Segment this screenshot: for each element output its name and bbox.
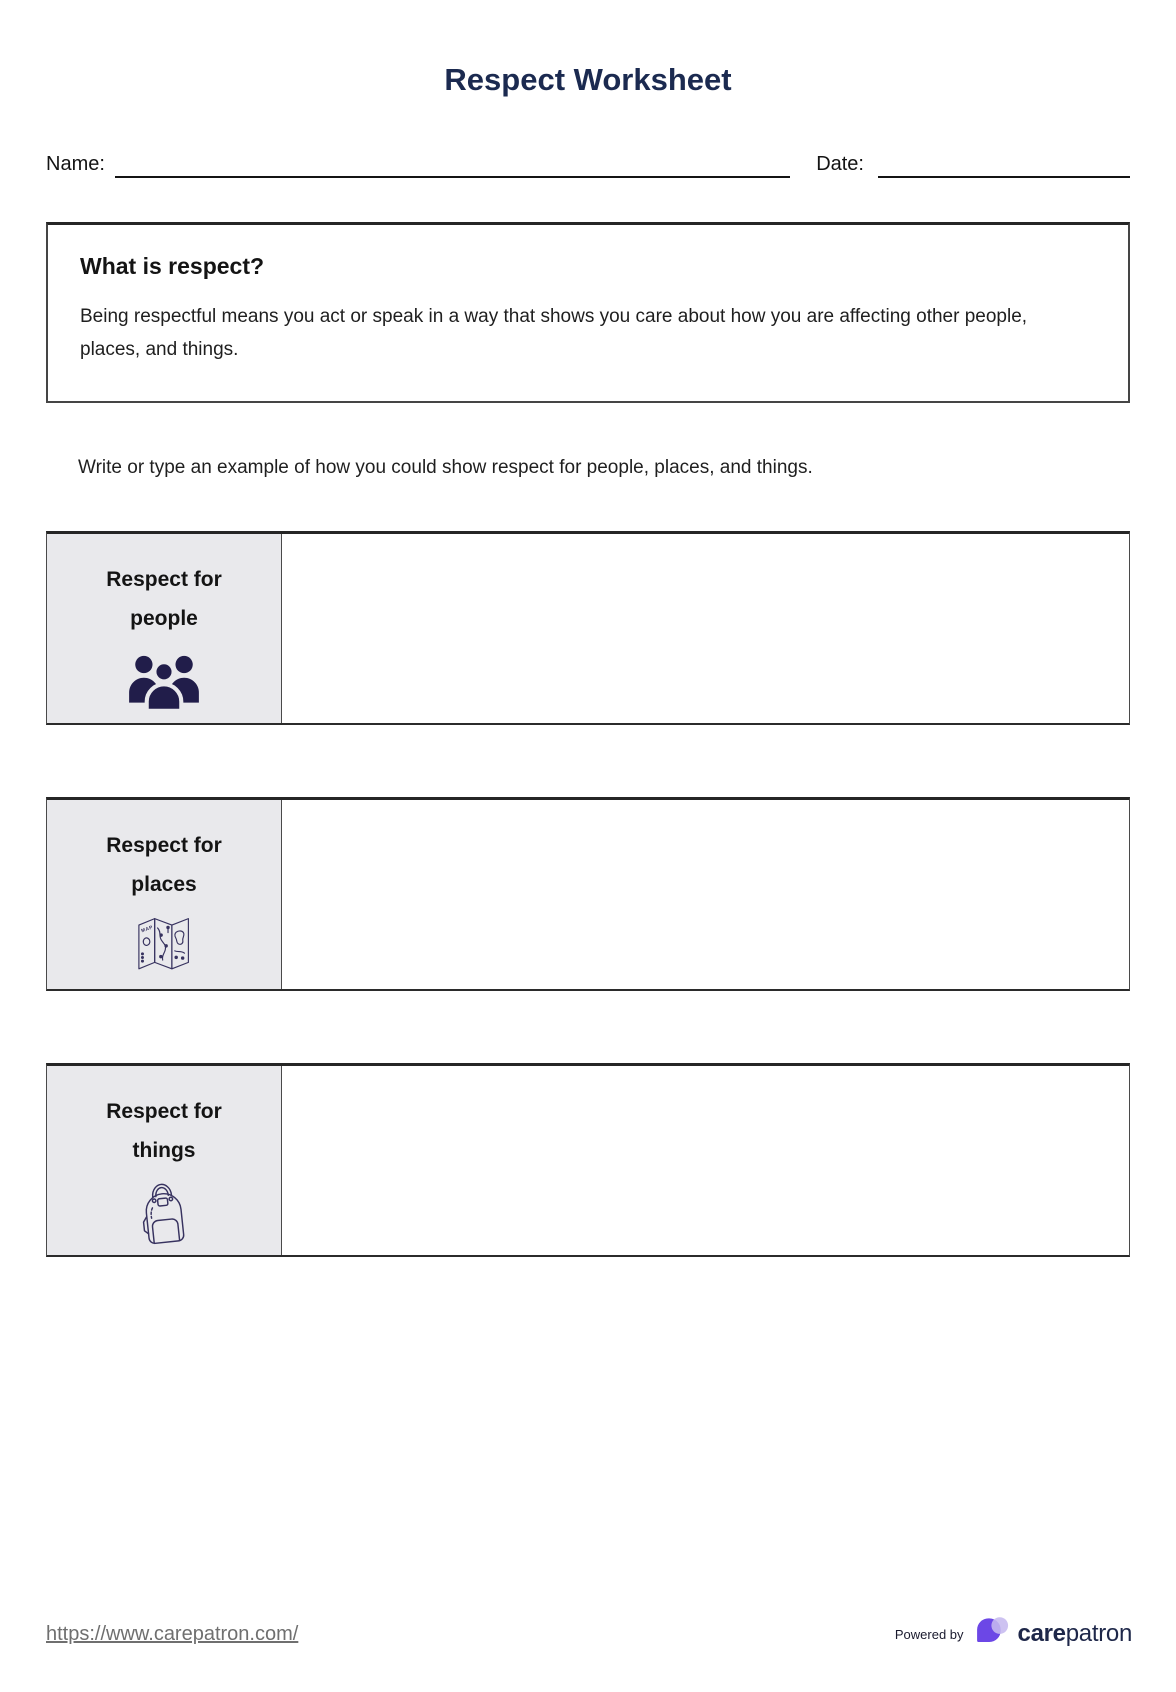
name-date-row: [46, 152, 1130, 178]
instruction-text: Write or type an example of how you could show respect for people, places, and things.: [78, 456, 813, 478]
powered-by-block: [895, 1616, 1132, 1652]
carepatron-link[interactable]: https://www.carepatron.com/: [46, 1622, 299, 1645]
backpack-icon: [135, 1178, 193, 1250]
info-box-heading: What is respect?: [80, 253, 265, 279]
info-box-body: Being respectful means you act or speak in a way that shows you care about how you are affecting other people, places, and things.: [80, 306, 1028, 361]
map-icon: [131, 912, 197, 974]
name-label: Name:: [46, 153, 105, 175]
respect-for-things-answer[interactable]: [282, 1066, 1129, 1255]
worksheet-page: [0, 62, 1176, 1257]
carepatron-wordmark: carepatron: [1017, 1620, 1132, 1647]
date-input-line[interactable]: [878, 152, 1130, 178]
respect-for-people-row: [46, 531, 1130, 725]
respect-for-places-answer[interactable]: [282, 800, 1129, 989]
powered-by-label: Powered by: [894, 1626, 964, 1642]
footer: [46, 1616, 1132, 1652]
page-title: Respect Worksheet: [444, 62, 732, 97]
carepatron-logo-icon: [974, 1616, 1010, 1652]
respect-for-things-row: [46, 1063, 1130, 1257]
what-is-respect-box: [46, 222, 1130, 403]
people-group-icon: [123, 646, 205, 712]
respect-for-people-header: [47, 534, 282, 723]
row-label: Respect for people: [106, 567, 222, 630]
svg-text:MAP: MAP: [140, 924, 154, 934]
date-label: Date:: [816, 153, 864, 175]
respect-for-people-answer[interactable]: [282, 534, 1129, 723]
respect-for-places-header: [47, 800, 282, 989]
respect-for-places-row: [46, 797, 1130, 991]
name-input-line[interactable]: [115, 152, 790, 178]
row-label: Respect for places: [106, 833, 222, 896]
respect-for-things-header: [47, 1066, 282, 1255]
row-label: Respect for things: [106, 1099, 222, 1162]
